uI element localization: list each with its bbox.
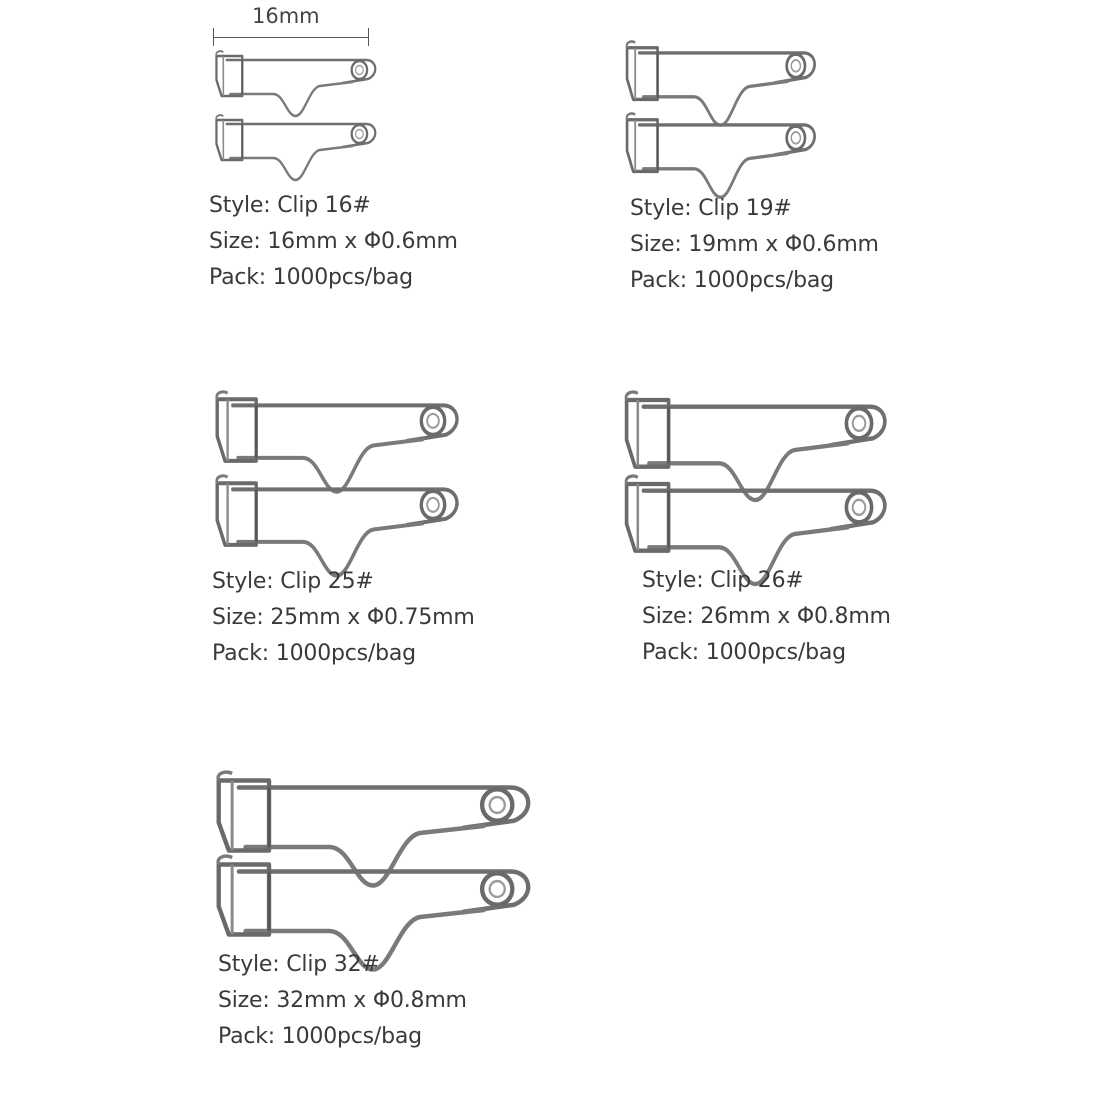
clip-19-image-bottom <box>623 112 806 174</box>
clip-26-pack: Pack: 1000pcs/bag <box>642 640 846 665</box>
clip-25-pack: Pack: 1000pcs/bag <box>212 641 416 666</box>
clip-19-image-top <box>623 40 806 102</box>
dimension-tick-left <box>213 28 214 46</box>
clip-26-image-top <box>621 390 873 470</box>
clip-26-style: Style: Clip 26# <box>642 568 804 593</box>
clip-19-caption <box>630 191 879 299</box>
clip-26-caption <box>642 563 891 671</box>
clip-25-image-top <box>212 390 446 464</box>
clip-32-image-top <box>212 770 514 854</box>
clip-32-image-bottom <box>212 854 514 938</box>
clip-32-caption <box>218 947 467 1055</box>
clip-16-image-top <box>213 50 368 98</box>
dimension-line <box>213 37 369 38</box>
clip-32-size: Size: 32mm x Φ0.8mm <box>218 988 467 1013</box>
clip-25-image-bottom <box>212 474 446 548</box>
clip-26-size: Size: 26mm x Φ0.8mm <box>642 604 891 629</box>
clip-26-image-bottom <box>621 474 873 554</box>
clip-19-pack: Pack: 1000pcs/bag <box>630 268 834 293</box>
clip-25-size: Size: 25mm x Φ0.75mm <box>212 605 475 630</box>
clip-25-style: Style: Clip 25# <box>212 569 374 594</box>
clip-25-caption <box>212 564 475 672</box>
clip-32-pack: Pack: 1000pcs/bag <box>218 1024 422 1049</box>
dimension-tick-right <box>368 28 369 46</box>
clip-16-style: Style: Clip 16# <box>209 193 371 218</box>
clip-16-caption <box>209 188 458 296</box>
clip-19-size: Size: 19mm x Φ0.6mm <box>630 232 879 257</box>
clip-32-style: Style: Clip 32# <box>218 952 380 977</box>
clip-16-size: Size: 16mm x Φ0.6mm <box>209 229 458 254</box>
clip-19-style: Style: Clip 19# <box>630 196 792 221</box>
clip-16-pack: Pack: 1000pcs/bag <box>209 265 413 290</box>
dimension-label: 16mm <box>252 4 320 28</box>
clip-16-image-bottom <box>213 114 368 162</box>
